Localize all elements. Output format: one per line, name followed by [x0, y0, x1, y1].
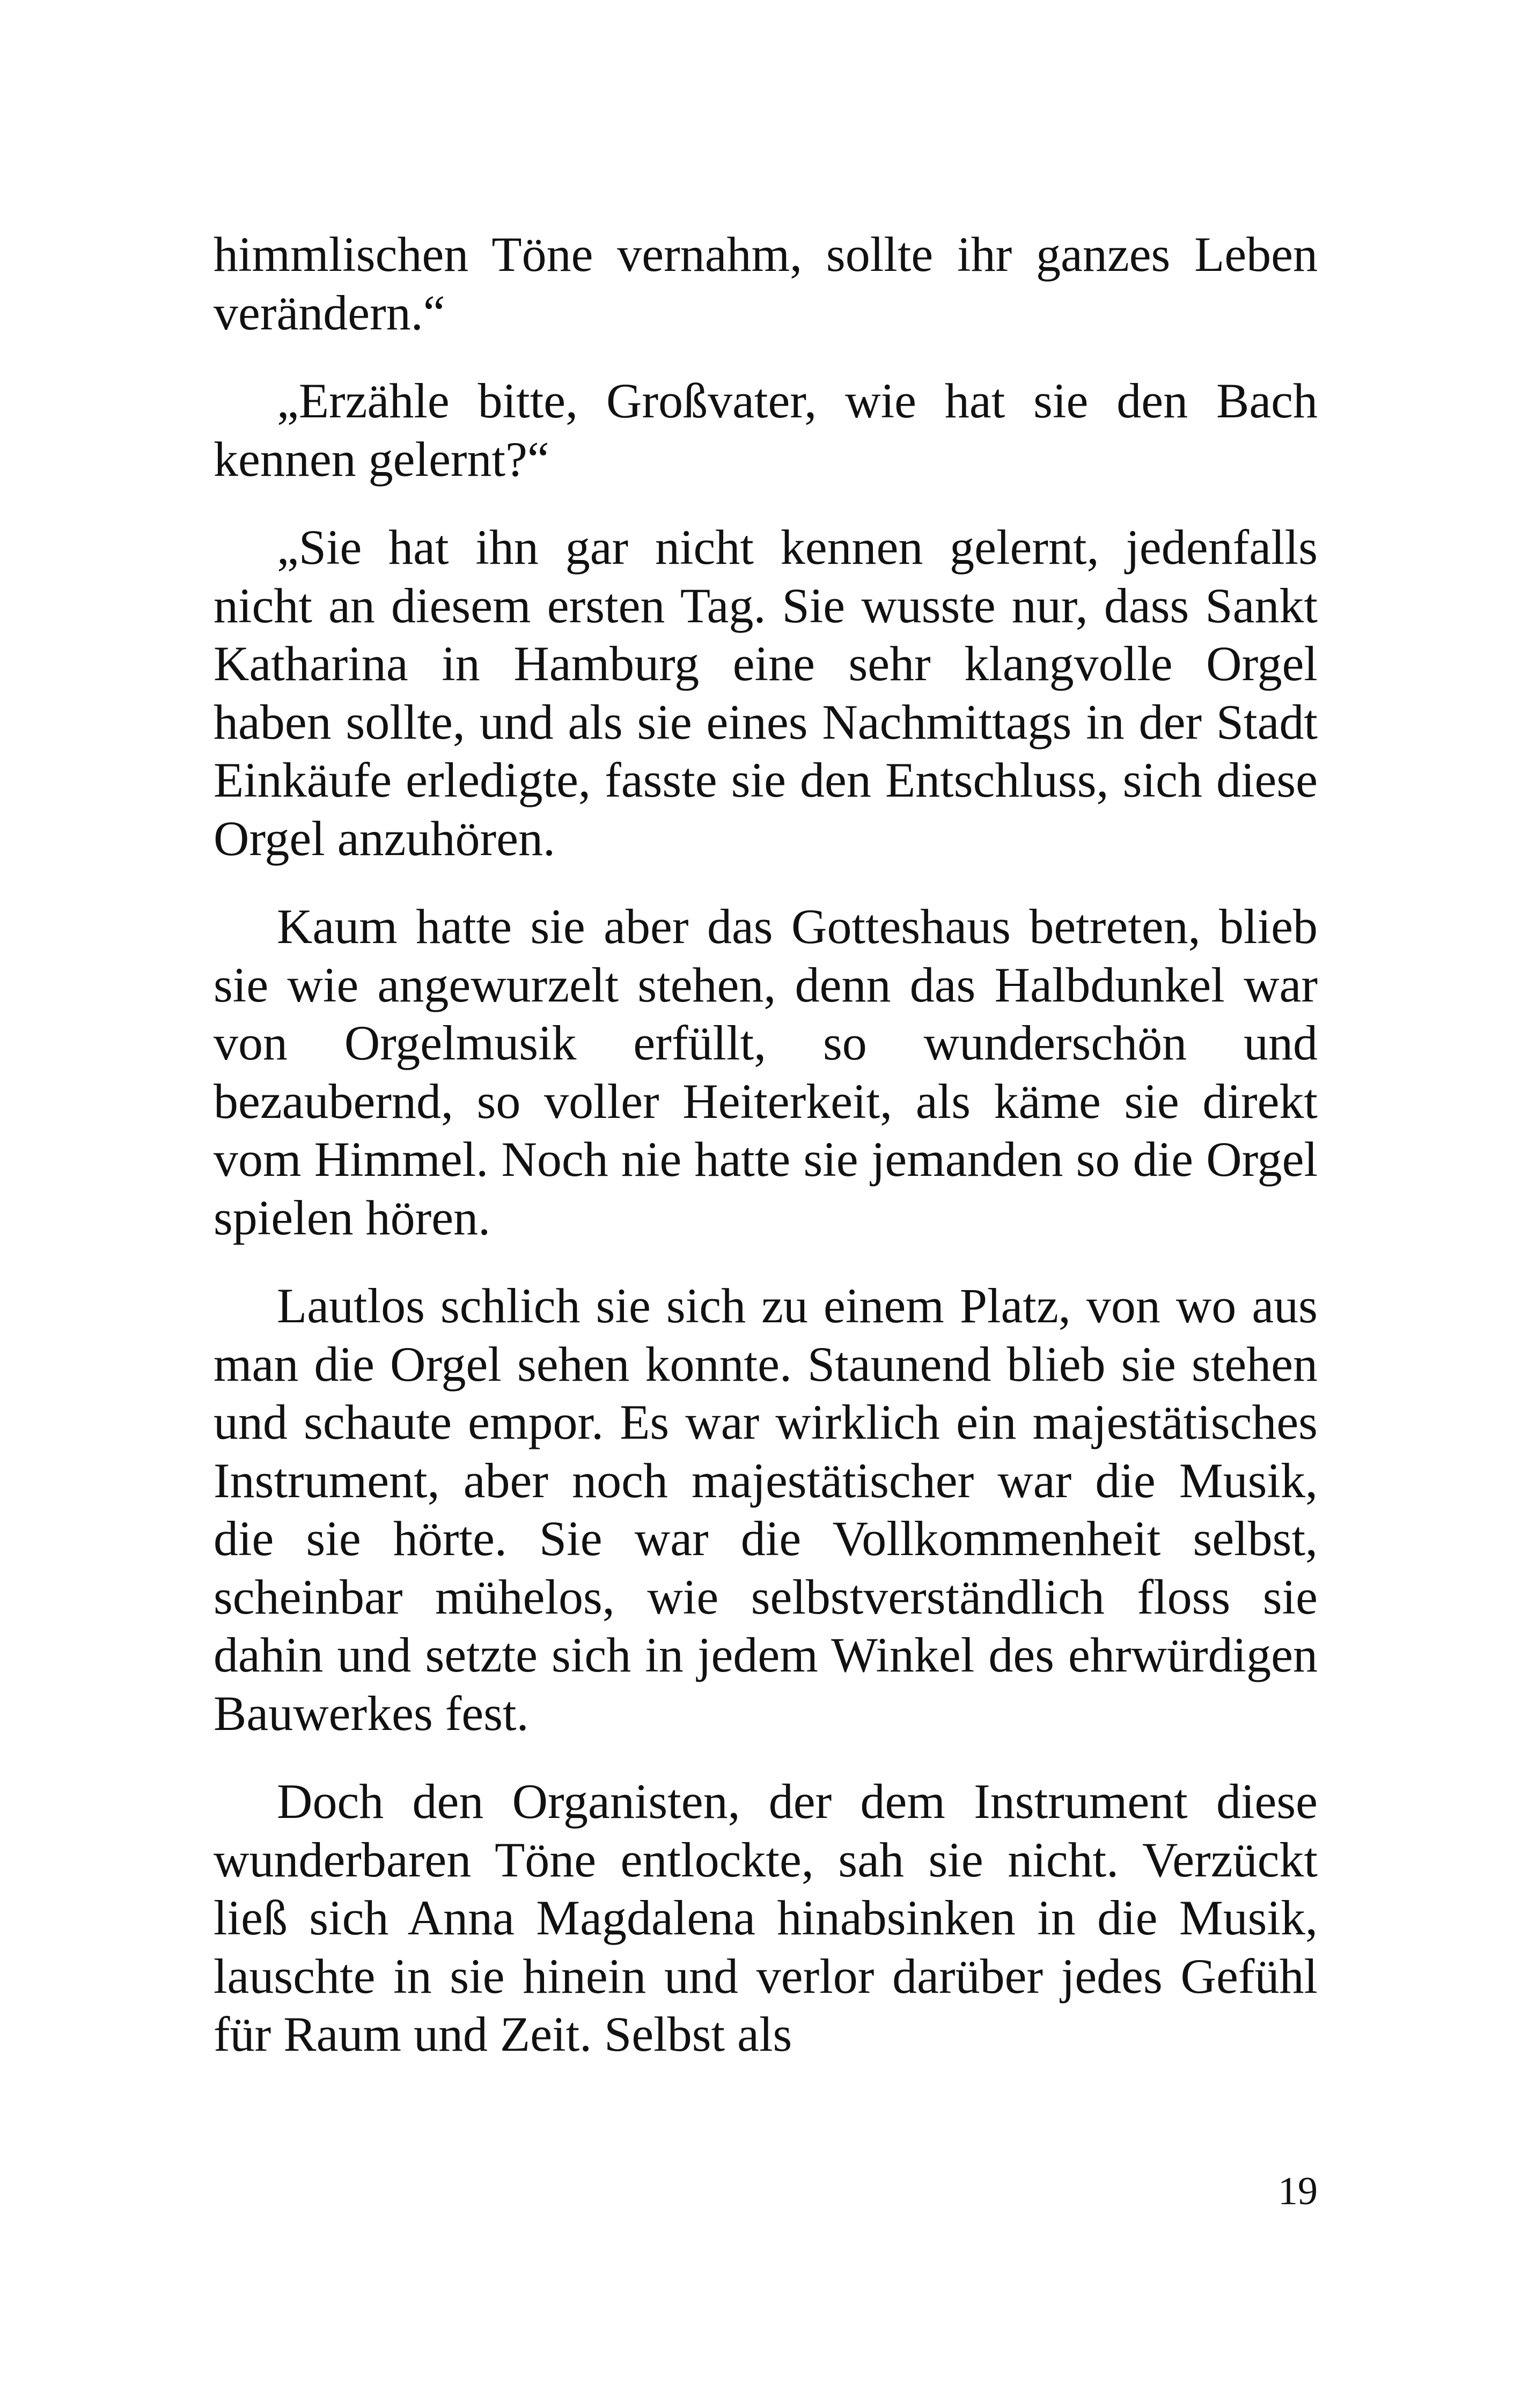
body-text: [214, 225, 1318, 2064]
paragraph-5: Lautlos schlich sie sich zu einem Platz, von wo aus man die Orgel sehen konnte. Staunend blieb sie stehen und schaute empor. Es war wirklich ein majestätisches Instrument, aber noch majestätischer war die Musik, die sie hörte. Sie war die Vollkommenheit selbst, scheinbar mühelos, wie selbstverständlich floss sie dahin und setzte sich in jedem Winkel des ehrwürdigen Bauwerkes fest.: [214, 1278, 1318, 1741]
paragraph-2: „Erzähle bitte, Großvater, wie hat sie den Bach kennen gelernt?“: [214, 373, 1318, 487]
paragraph-1: himmlischen Töne vernahm, sollte ihr ganzes Leben verändern.“: [214, 227, 1318, 340]
paragraph-4: Kaum hatte sie aber das Gotteshaus betreten, blieb sie wie angewurzelt stehen, denn das Halbdunkel war von Orgelmusik erfüllt, so wunderschön und bezaubernd, so voller Heiterkeit, als käme sie direkt vom Himmel. Noch nie hatte sie jemanden so die Orgel spielen hören.: [214, 899, 1318, 1245]
paragraph-3: „Sie hat ihn gar nicht kennen gelernt, jedenfalls nicht an diesem ersten Tag. Sie wusste nur, dass Sankt Katharina in Hamburg eine sehr klangvolle Orgel haben sollte, und als sie eines Nachmittags in der Stadt Einkäufe erledigte, fasste sie den Entschluss, sich diese Orgel anzuhören.: [214, 520, 1318, 866]
paragraph-6: Doch den Organisten, der dem Instrument diese wunderbaren Töne entlockte, sah sie nicht. Verzückt ließ sich Anna Magdalena hinabsinken in die Musik, lauschte in sie hinein und verlor darüber jedes Gefühl für Raum und Zeit. Selbst als: [214, 1774, 1318, 2061]
page-number: 19: [1278, 2169, 1318, 2213]
